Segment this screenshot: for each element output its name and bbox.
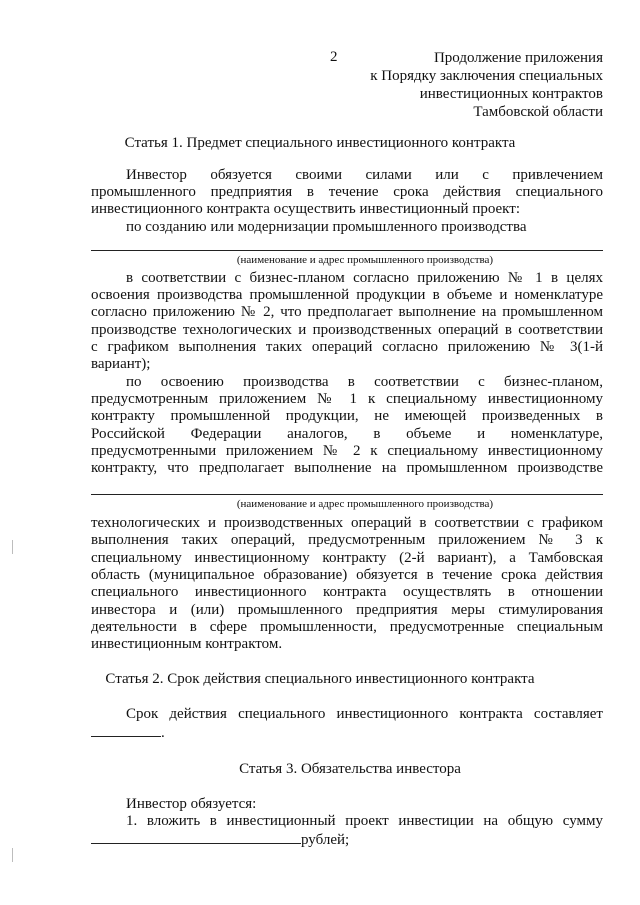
text-line: область (муниципальное образование) обязуется в течение срока действия	[91, 567, 603, 583]
sum-end: рублей;	[301, 832, 350, 848]
text-line: 1. вложить в инвестиционный проект инвестиции на общую сумму	[126, 813, 603, 829]
text-line: Инвестор обязуется:	[126, 796, 257, 812]
header-line: к Порядку заключения специальных	[370, 68, 603, 84]
text-line: предусмотренными приложением № 2 к специальному инвестиционному	[91, 443, 603, 459]
text-line: Срок действия специального инвестиционного контракта составляет	[126, 706, 603, 722]
text-line: промышленного предприятия в течение срока действия специального	[91, 184, 603, 200]
text-line: контракту, что предполагает выполнение на промышленном производстве	[91, 460, 603, 476]
header-line: инвестиционных контрактов	[419, 86, 603, 102]
appendix-header	[343, 49, 603, 121]
text-line: специальному инвестиционному контракту (2-й вариант), а Тамбовская	[91, 550, 603, 566]
article2-title: Статья 2. Срок действия специального инвестиционного контракта	[105, 671, 535, 687]
text-line: технологических и производственных операций в соответствии с графиком	[91, 515, 603, 531]
sum-line	[91, 830, 603, 849]
sum-blank	[91, 830, 301, 844]
text-line: предусмотренным приложением № 1 к специальному инвестиционному	[91, 391, 603, 407]
text-line: инвестора и (или) промышленного предприятия меры стимулирования	[91, 602, 603, 618]
text-line: вариант);	[91, 356, 151, 372]
text-line: Инвестор обязуется своими силами или с привлечением	[126, 167, 603, 183]
text-line: инвестиционного контракта осуществить инвестиционный проект:	[91, 201, 520, 217]
field-caption: (наименование и адрес промышленного производства)	[236, 498, 494, 510]
text-line: согласно приложению № 2, что предполагает выполнение на промышленном	[91, 304, 603, 320]
page-number: 2	[330, 49, 338, 65]
scan-mark	[12, 848, 13, 862]
blank-field-line	[91, 494, 603, 495]
text-line: по освоению производства в соответствии с бизнес-планом,	[126, 374, 603, 390]
term-end: .	[161, 725, 165, 741]
scan-mark	[12, 540, 13, 554]
field-caption: (наименование и адрес промышленного производства)	[236, 254, 494, 266]
text-line: выполнения таких операций, предусмотренным приложением № 3 к	[91, 532, 603, 548]
blank-field-line	[91, 250, 603, 251]
text-line: освоения производства промышленной продукции в объеме и номенклатуре	[91, 287, 603, 303]
text-line: деятельности в сфере промышленности, предусмотренные специальным	[91, 619, 603, 635]
article1-title: Статья 1. Предмет специального инвестиционного контракта	[124, 135, 516, 151]
article3-title: Статья 3. Обязательства инвестора	[239, 761, 461, 777]
text-line: по созданию или модернизации промышленного производства	[126, 219, 527, 235]
header-line: Тамбовской области	[473, 104, 603, 120]
text-line: производстве технологических и производственных операций в соответствии	[91, 322, 603, 338]
text-line: контракту промышленной продукции, не имеющей произведенных в	[91, 408, 603, 424]
text-line: в соответствии с бизнес-планом согласно приложению № 1 в целях	[126, 270, 603, 286]
term-blank	[91, 723, 161, 737]
text-line: инвестиционным контрактом.	[91, 636, 283, 652]
text-line: Российской Федерации аналогов, в объеме и номенклатуре,	[91, 426, 603, 442]
term-line	[91, 723, 603, 742]
text-line: специального инвестиционного контракта осуществлять в отношении	[91, 584, 603, 600]
text-line: с графиком выполнения таких операций согласно приложению № 3(1-й	[91, 339, 603, 355]
header-line: Продолжение приложения	[433, 50, 603, 66]
